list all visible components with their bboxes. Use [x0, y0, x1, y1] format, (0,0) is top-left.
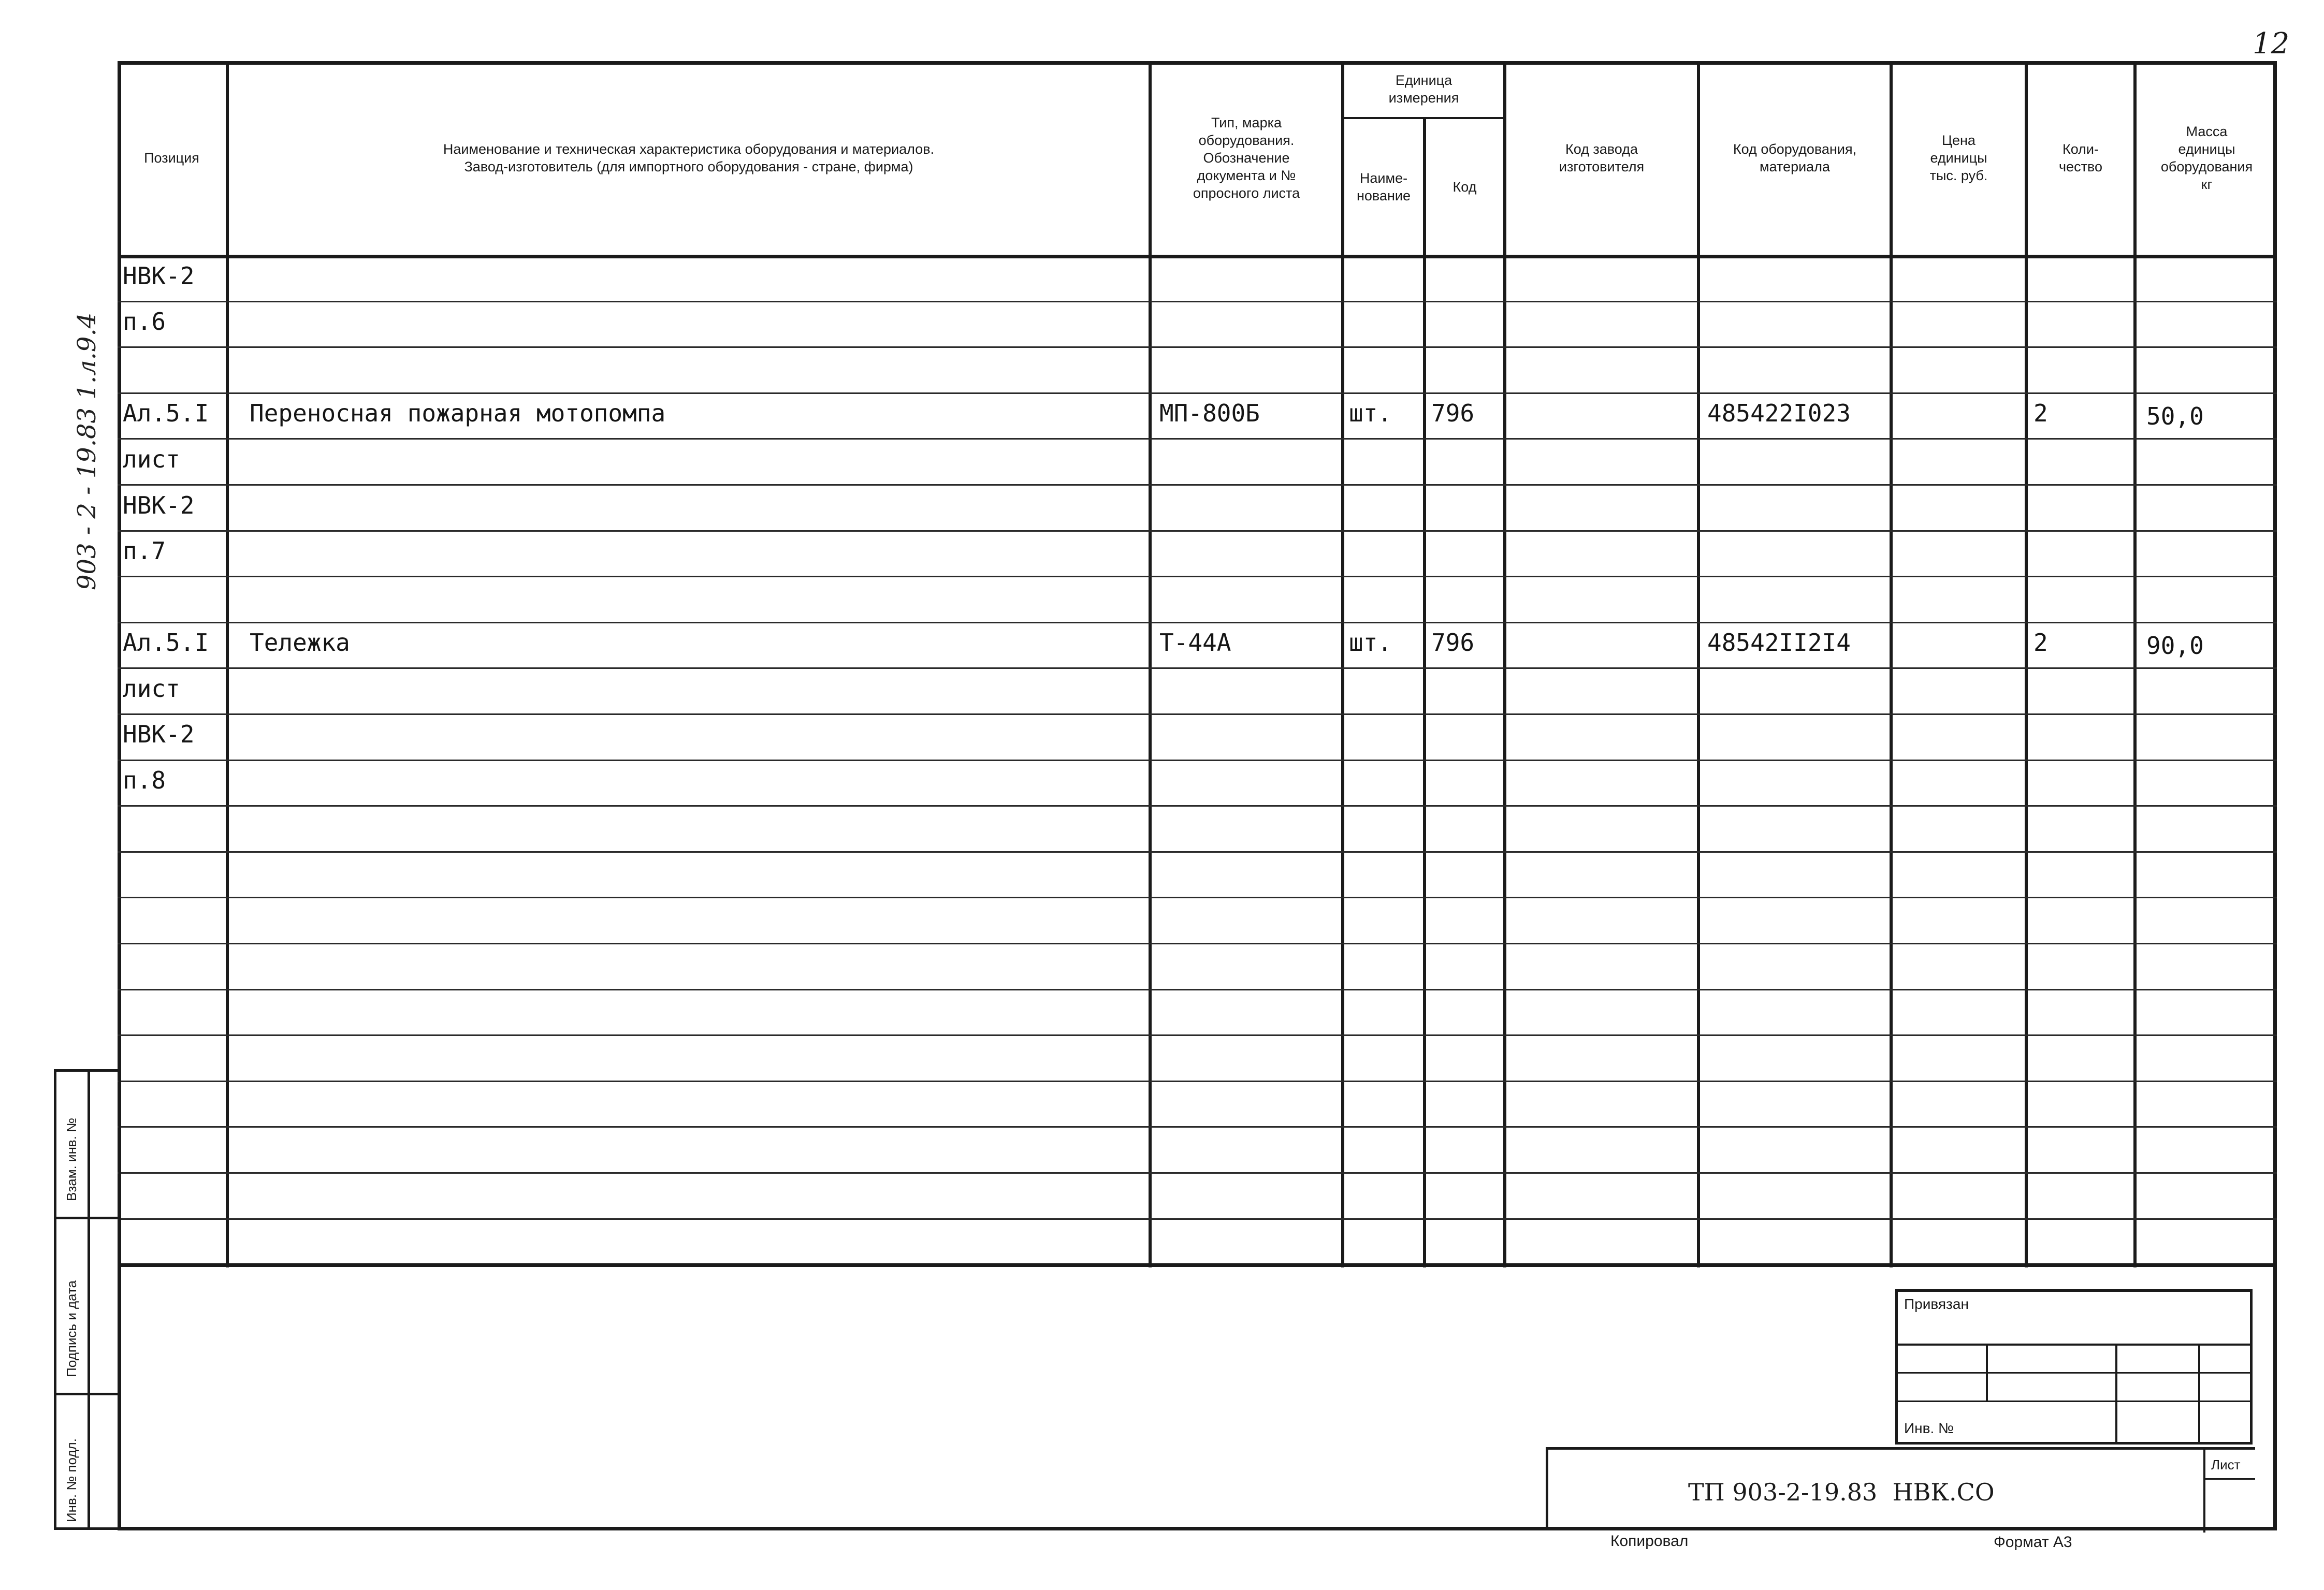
header-quantity: Коли- чество: [2058, 141, 2102, 174]
table-row-quantity: 2: [2034, 629, 2048, 657]
table-row-type: Т-44А: [1159, 629, 1231, 657]
privyazan-label: Привязан: [1904, 1296, 1969, 1312]
table-row-position: Ал.5.I: [123, 399, 209, 427]
table-row-position: лист: [123, 445, 180, 473]
side-document-code: 903 - 2 - 19.83 1.л.9.4: [72, 312, 101, 590]
stamp-inv-zam: Взам. инв. №: [64, 1117, 79, 1201]
table-row-unit: шт.: [1349, 629, 1392, 657]
header-position: Позиция: [144, 150, 199, 166]
table-row-unit-code: 796: [1431, 629, 1475, 657]
table-row-name: Переносная пожарная мотопомпа: [250, 399, 666, 427]
table-row-unit-code: 796: [1431, 399, 1475, 427]
inv-no-label: Инв. №: [1904, 1420, 1954, 1436]
table-row-position: НВК-2: [123, 491, 195, 519]
table-row-position: п.8: [123, 766, 166, 794]
stamp-inv-podl: Инв. № подл.: [64, 1438, 79, 1522]
stamp-sign-date: Подпись и дата: [64, 1280, 79, 1377]
header-price: Цена единицы тыс. руб.: [1929, 133, 1988, 183]
table-row-position: п.7: [123, 537, 166, 565]
table-row-quantity: 2: [2034, 399, 2048, 427]
header-mass: Масса единицы оборудования кг: [2160, 124, 2253, 192]
table-row-type: МП-800Б: [1159, 399, 1260, 427]
footer-format: Формат А3: [1994, 1534, 2072, 1551]
header-unit-name: Наиме- нование: [1357, 170, 1411, 203]
page-number: 12: [2253, 27, 2290, 61]
title-block-binding: [1895, 1289, 2253, 1445]
header-equipment-code: Код оборудования, материала: [1733, 141, 1857, 174]
table-row-equipment-code: 485422I023: [1707, 399, 1851, 427]
table-row-mass: 50,0: [2146, 402, 2204, 430]
title-block-main: [1546, 1447, 2255, 1530]
specification-table: [118, 61, 2277, 1267]
table-row-mass: 90,0: [2146, 632, 2204, 660]
header-unit-code: Код: [1452, 179, 1477, 195]
table-row-equipment-code: 48542II2I4: [1707, 629, 1851, 657]
table-row-position: п.6: [123, 308, 166, 335]
table-row-position: лист: [123, 675, 180, 703]
table-row-unit: шт.: [1349, 399, 1392, 427]
side-stamp: [54, 1069, 121, 1530]
table-row-name: Тележка: [250, 629, 350, 657]
list-label: Лист: [2211, 1457, 2241, 1472]
table-row-position: Ал.5.I: [123, 629, 209, 657]
header-unit: Единица измерения: [1388, 72, 1459, 106]
header-type: Тип, марка оборудования. Обозначение документа и № опросного листа: [1193, 115, 1300, 201]
table-row-position: НВК-2: [123, 262, 195, 290]
header-plant-code: Код завода изготовителя: [1559, 141, 1645, 174]
header-name: Наименование и техническая характеристика оборудования и материалов. Завод-изготовитель (для импортного оборудования - стране, фирма): [443, 141, 935, 174]
footer-kopiroval: Копировал: [1610, 1533, 1689, 1550]
document-code: ТП 903-2-19.83 НВК.СО: [1688, 1478, 1995, 1506]
table-row-position: НВК-2: [123, 720, 195, 748]
